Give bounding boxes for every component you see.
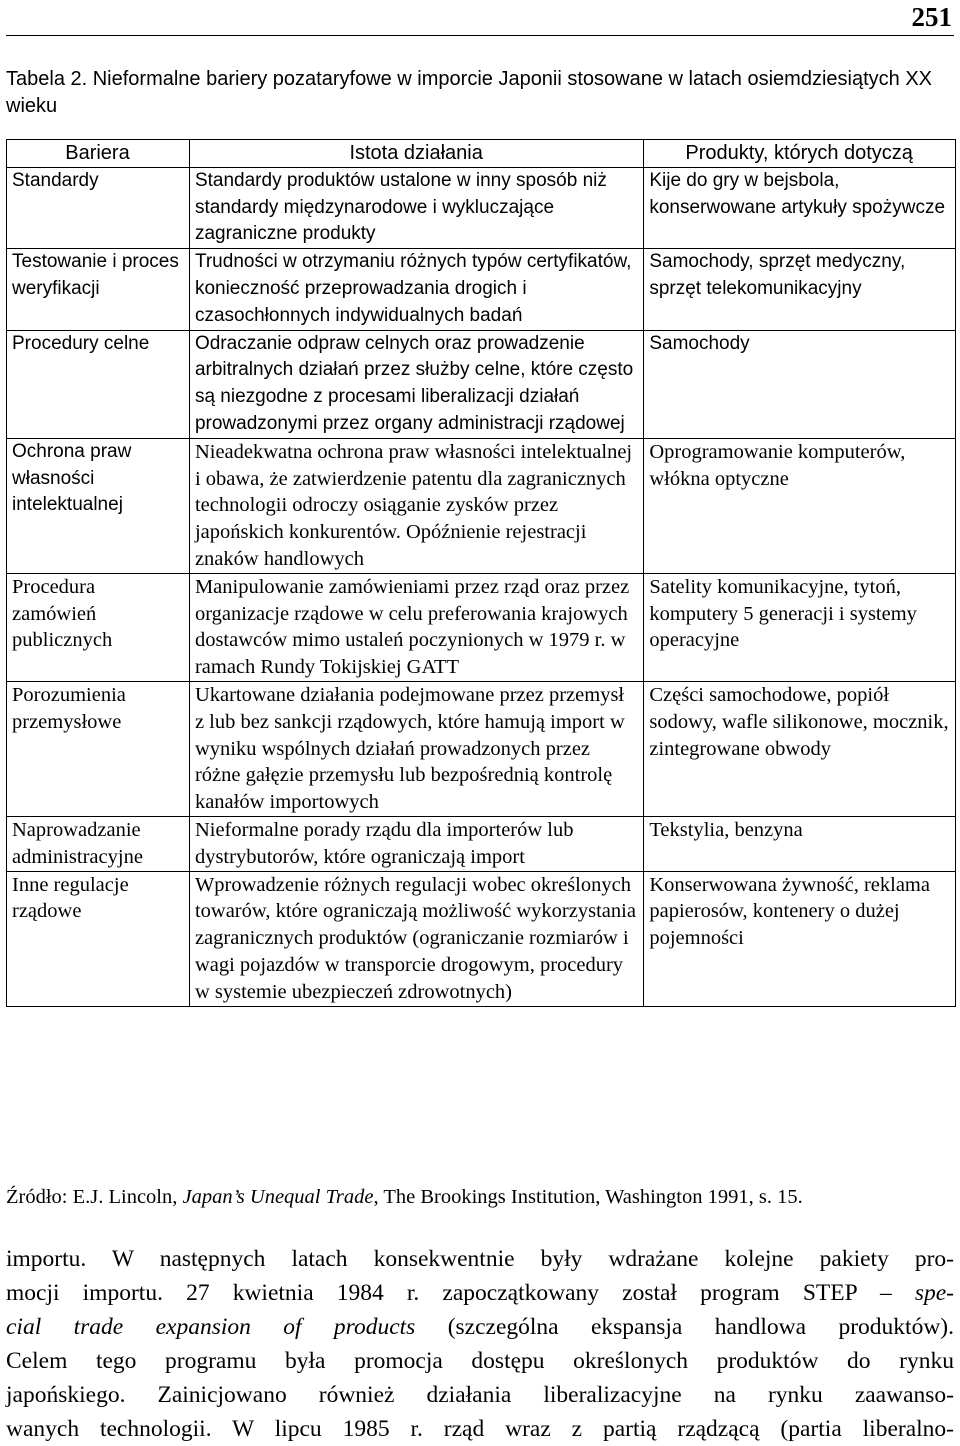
essence-cell: Nieadekwatna ochrona praw własności intelektualnej i obawa, że zatwierdzenie patentu dla zagranicznych technologii odroczy osiąganie zysków przez japońskich konkurentów. Opóźnienie rejestracji znaków handlowych	[189, 438, 643, 573]
products-cell: Kije do gry w bejsbola, konserwowane artykuły spożywcze	[644, 167, 956, 248]
body-text-run: (szczególna ekspansja handlowa produktów).	[415, 1314, 954, 1340]
source-note	[6, 1183, 954, 1211]
body-line: japońskiego. Zainicjowano również działania liberalizacyjne na rynku zaawanso-	[6, 1382, 954, 1408]
essence-cell: Standardy produktów ustalone w inny sposób niż standardy międzynarodowe i wykluczające zagraniczne produkty	[189, 167, 643, 248]
table-row	[7, 330, 956, 438]
table-row	[7, 573, 956, 681]
barrier-cell: Procedura zamówień publicznych	[7, 573, 190, 681]
source-prefix: Źródło: E.J. Lincoln,	[6, 1186, 183, 1208]
products-cell: Konserwowana żywność, reklama papierosów, kontenery o dużej pojemności	[644, 871, 956, 1006]
barriers-table	[6, 139, 956, 1007]
table-caption: Tabela 2. Nieformalne bariery pozataryfowe w imporcie Japonii stosowane w latach osiemdziesiątych XX wieku	[6, 68, 932, 117]
essence-cell: Odraczanie odpraw celnych oraz prowadzenie arbitralnych działań przez służby celne, które często są niezgodne z procesami liberalizacji działań prowadzonymi przez organy administracji rządowej	[189, 330, 643, 438]
barrier-cell: Porozumienia przemysłowe	[7, 681, 190, 816]
barrier-cell: Naprowadzanie administracyjne	[7, 816, 190, 871]
table-row	[7, 167, 956, 248]
essence-cell: Manipulowanie zamówieniami przez rząd oraz przez organizacje rządowe w celu preferowania krajowych dostawców mimo ustaleń poczynionych w 1979 r. w ramach Rundy Tokijskiej GATT	[189, 573, 643, 681]
table-row	[7, 681, 956, 816]
table-row	[7, 249, 956, 330]
barrier-cell: Procedury celne	[7, 330, 190, 438]
essence-cell: Ukartowane działania podejmowane przez przemysł z lub bez sankcji rządowych, które hamują import w wyniku wspólnych działań prowadzonych przez różne gałęzie przemysłu lub bezpośrednią kontrolę kanałów importowych	[189, 681, 643, 816]
table-header-row	[7, 140, 956, 168]
table-row	[7, 438, 956, 573]
body-line	[6, 1276, 954, 1310]
essence-cell: Nieformalne porady rządu dla importerów lub dystrybutorów, które ograniczają import	[189, 816, 643, 871]
products-cell: Tekstylia, benzyna	[644, 816, 956, 871]
body-italic-run: spe-	[914, 1280, 954, 1306]
body-italic-run: cial trade expansion of products	[6, 1314, 416, 1340]
header-barrier: Bariera	[7, 140, 190, 168]
essence-cell: Trudności w otrzymaniu różnych typów certyfikatów, konieczność przeprowadzania drogich i czasochłonnych indywidualnych badań	[189, 249, 643, 330]
products-cell: Samochody, sprzęt medyczny, sprzęt telekomunikacyjny	[644, 249, 956, 330]
body-text-run: mocji importu. 27 kwietnia 1984 r. zapoczątkowany został program STEP –	[6, 1280, 915, 1306]
header-rule	[6, 35, 954, 36]
products-cell: Oprogramowanie komputerów, włókna optyczne	[644, 438, 956, 573]
barrier-cell: Inne regulacje rządowe	[7, 871, 190, 1006]
table-row	[7, 816, 956, 871]
barrier-cell: Standardy	[7, 167, 190, 248]
body-line: Celem tego programu była promocja dostępu określonych produktów do rynku	[6, 1348, 954, 1374]
products-cell: Części samochodowe, popiół sodowy, wafle silikonowe, mocznik, zintegrowane obwody	[644, 681, 956, 816]
body-line: importu. W następnych latach konsekwentnie były wdrażane kolejne pakiety pro-	[6, 1246, 954, 1272]
essence-cell: Wprowadzenie różnych regulacji wobec określonych towarów, które ograniczają możliwość wykorzystania zagranicznych produktów (ograniczanie rozmiarów i wagi pojazdów w transporcie drogowym, procedury w systemie ubezpieczeń zdrowotnych)	[189, 871, 643, 1006]
source-suffix: , The Brookings Institution, Washington 1991, s. 15.	[373, 1186, 803, 1208]
header-products: Produkty, których dotyczą	[644, 140, 956, 168]
body-line: wanych technologii. W lipcu 1985 r. rząd wraz z partią rządzącą (partia liberalno-	[6, 1416, 954, 1442]
products-cell: Satelity komunikacyjne, tytoń, komputery 5 generacji i systemy operacyjne	[644, 573, 956, 681]
page-number: 251	[911, 2, 952, 32]
body-line	[6, 1310, 954, 1344]
barrier-cell: Ochrona praw własności intelektualnej	[7, 438, 190, 573]
source-title: Japan’s Unequal Trade	[182, 1186, 374, 1208]
body-paragraph	[6, 1242, 954, 1446]
header-essence: Istota działania	[189, 140, 643, 168]
barrier-cell: Testowanie i proces weryfikacji	[7, 249, 190, 330]
table-row	[7, 871, 956, 1006]
products-cell: Samochody	[644, 330, 956, 438]
